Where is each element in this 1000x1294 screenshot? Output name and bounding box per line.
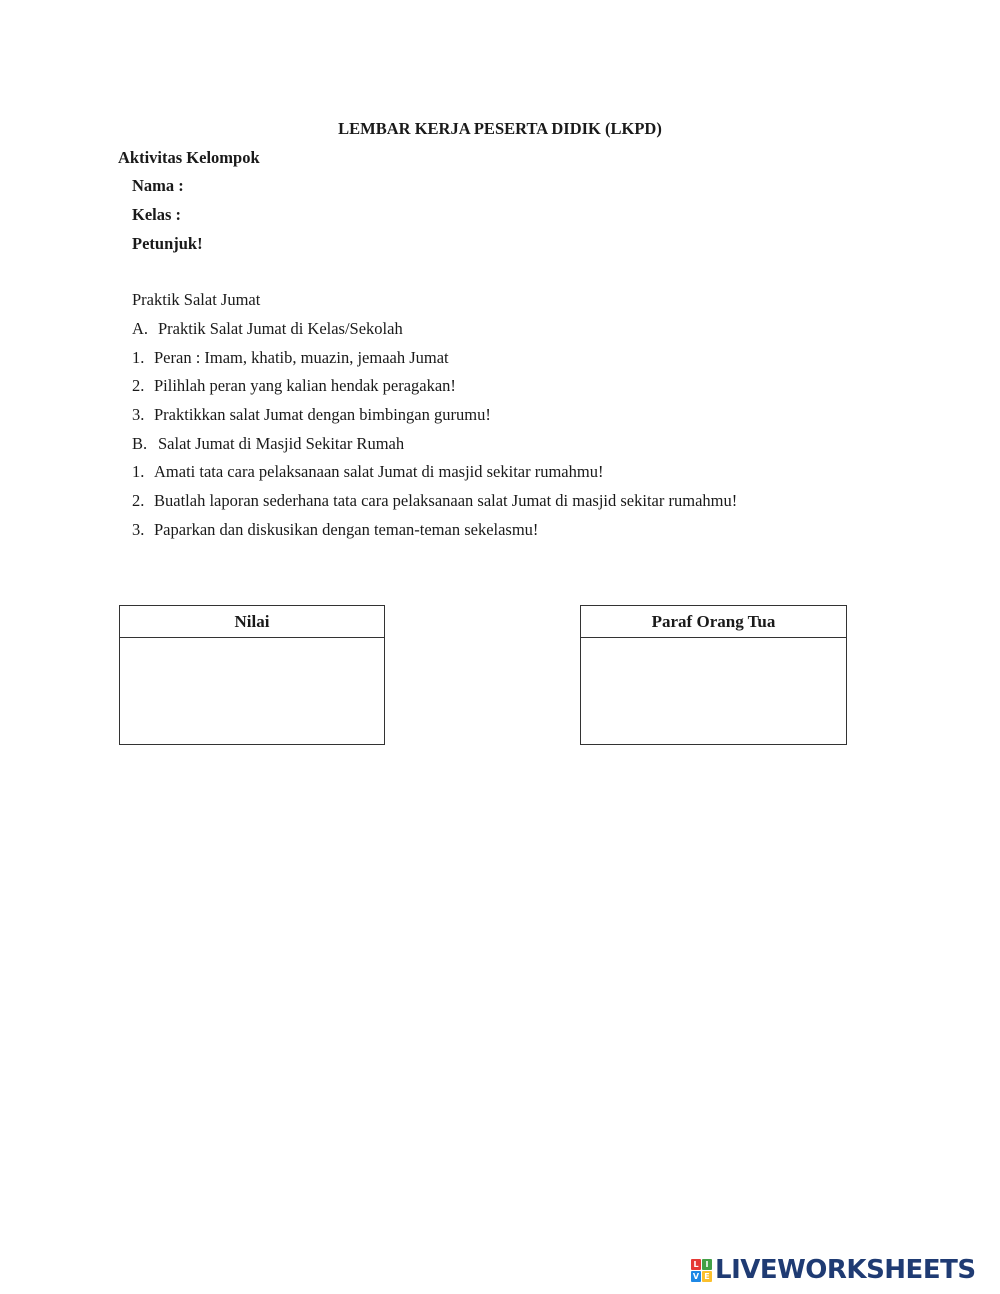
- class-label: Kelas :: [132, 205, 182, 224]
- list-item-text: Buatlah laporan sederhana tata cara pelaksanaan salat Jumat di masjid sekitar rumahmu!: [154, 491, 738, 510]
- section-a-letter: A.: [132, 319, 149, 338]
- logo-text: LIVEWORKSHEETS: [715, 1255, 976, 1285]
- score-box-label: Nilai: [120, 606, 384, 638]
- list-item-number: 1.: [132, 348, 145, 367]
- score-box-area[interactable]: [120, 638, 384, 745]
- list-item-text: Peran : Imam, khatib, muazin, jemaah Jumat: [154, 348, 449, 367]
- parent-sign-box: [580, 605, 847, 745]
- list-item-number: 3.: [132, 520, 145, 539]
- parent-sign-box-label: Paraf Orang Tua: [581, 606, 846, 638]
- liveworksheets-logo: [691, 1255, 976, 1285]
- list-item-text: Paparkan dan diskusikan dengan teman-teman sekelasmu!: [154, 520, 539, 539]
- list-item-text: Pilihlah peran yang kalian hendak peragakan!: [154, 376, 456, 395]
- section-a-heading: [132, 319, 403, 339]
- topic-text: Praktik Salat Jumat: [132, 290, 261, 309]
- list-item: [132, 376, 456, 396]
- logo-letter: L: [691, 1259, 701, 1270]
- list-item-number: 1.: [132, 462, 145, 481]
- list-item-text: Amati tata cara pelaksanaan salat Jumat di masjid sekitar rumahmu!: [154, 462, 604, 481]
- list-item-number: 3.: [132, 405, 145, 424]
- instructions-label: Petunjuk!: [132, 234, 203, 253]
- list-item-number: 2.: [132, 491, 145, 510]
- section-b-heading: [132, 434, 404, 454]
- section-b-letter: B.: [132, 434, 148, 453]
- list-item-number: 2.: [132, 376, 145, 395]
- name-label: Nama :: [132, 176, 184, 195]
- logo-letter: I: [702, 1259, 712, 1270]
- list-item: [132, 491, 737, 511]
- logo-letter: E: [702, 1271, 712, 1282]
- list-item: [132, 520, 538, 540]
- list-item: [132, 462, 603, 482]
- list-item: [132, 348, 449, 368]
- page-title: LEMBAR KERJA PESERTA DIDIK (LKPD): [338, 119, 662, 138]
- score-box: [119, 605, 385, 745]
- list-item: [132, 405, 491, 425]
- section-a-title: Praktik Salat Jumat di Kelas/Sekolah: [158, 319, 403, 338]
- section-b-title: Salat Jumat di Masjid Sekitar Rumah: [158, 434, 405, 453]
- activity-heading: Aktivitas Kelompok: [118, 148, 260, 167]
- logo-mark-icon: [691, 1259, 712, 1282]
- list-item-text: Praktikkan salat Jumat dengan bimbingan gurumu!: [154, 405, 491, 424]
- parent-sign-box-area[interactable]: [581, 638, 846, 745]
- logo-letter: V: [692, 1271, 700, 1281]
